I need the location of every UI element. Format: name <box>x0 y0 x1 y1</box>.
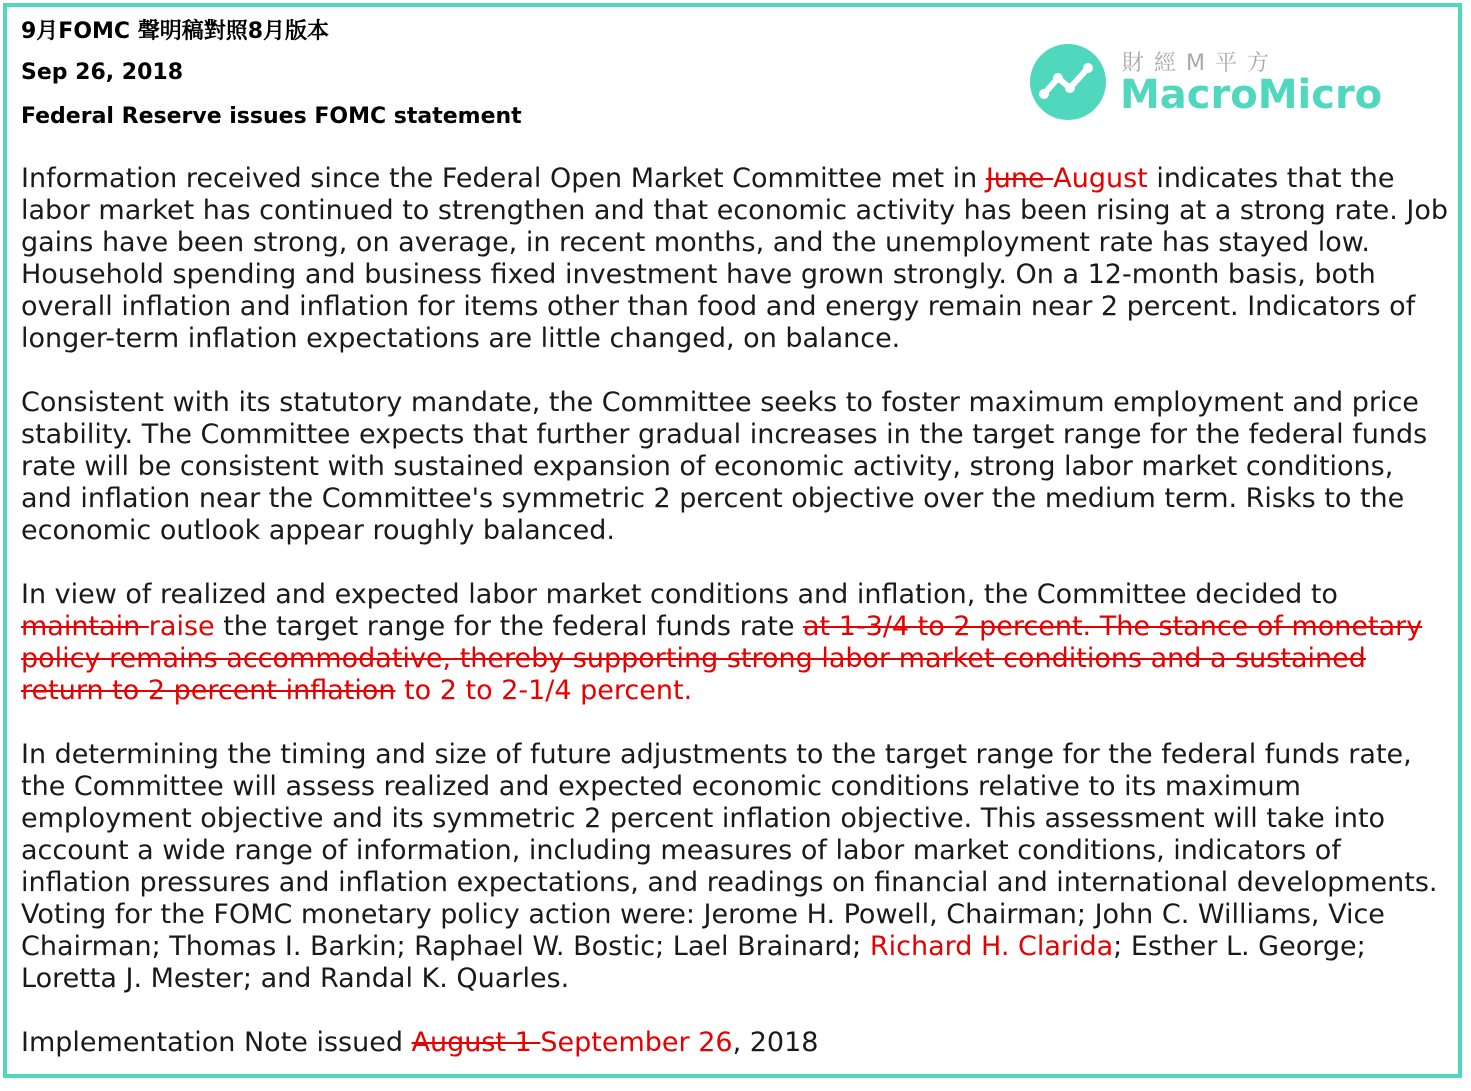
text: indicates that the labor market has continued to strengthen and that economic activity has been rising at a strong rate. Job gains have been strong, on average, in recent months, and the unemployment rate has stayed low. Household spending and business fixed investment have grown strongly. On a 12-month basis, both overall inflation and inflation for items other than food and energy remain near 2 percent. Indicators of longer-term inflation expectations are little changed, on balance. <box>21 163 1449 354</box>
text: ; Esther L. George; Loretta J. Mester; and Randal K. Quarles. <box>21 931 1366 994</box>
paragraph-4 <box>21 739 1451 995</box>
statement-date: Sep 26, 2018 <box>21 60 184 85</box>
paragraph-3 <box>21 579 1451 707</box>
text: Implementation Note issued <box>21 1027 412 1058</box>
deleted-text: maintain <box>21 611 149 642</box>
page-title: 9月FOMC 聲明稿對照8月版本 <box>21 19 330 44</box>
inserted-text: August <box>1053 163 1148 194</box>
logo-english-name: MacroMicro <box>1120 72 1383 118</box>
inserted-text: September 26 <box>540 1027 733 1058</box>
paragraph-1 <box>21 163 1451 355</box>
paragraph-5 <box>21 1027 1451 1059</box>
logo-chinese-name: 財經M平方 <box>1122 51 1279 76</box>
text: , 2018 <box>732 1027 819 1058</box>
chart-trend-icon <box>1030 44 1106 120</box>
text: In view of realized and expected labor market conditions and inflation, the Committee decided to <box>21 579 1338 610</box>
inserted-text: raise <box>148 611 215 642</box>
statement-body <box>21 163 1451 1091</box>
deleted-text: at 1-3/4 to 2 percent. The stance of monetary policy remains accommodative, thereby supporting strong labor market conditions and a sustained return to 2 percent inflation <box>21 611 1423 706</box>
text <box>395 675 404 706</box>
inserted-text: to 2 to 2-1/4 percent. <box>404 675 693 706</box>
inserted-text: Richard H. Clarida <box>869 931 1114 962</box>
text: Information received since the Federal Open Market Committee met in <box>21 163 986 194</box>
deleted-text: August 1 <box>411 1027 541 1058</box>
text: In determining the timing and size of future adjustments to the target range for the federal funds rate, the Committee will assess realized and expected economic conditions relative to its maximum employment objective and its symmetric 2 percent inflation objective. This assessment will take into account a wide range of information, including measures of labor market conditions, indicators of inflation pressures and inflation expectations, and readings on financial and international developments. Voting for the FOMC monetary policy action were: Jerome H. Powell, Chairman; John C. Williams, Vice Chairman; Thomas I. Barkin; Raphael W. Bostic; Lael Brainard; <box>21 739 1438 962</box>
deleted-text: June <box>985 163 1054 194</box>
text: the target range for the federal funds rate <box>214 611 804 642</box>
macromicro-logo <box>1030 44 1400 122</box>
statement-heading: Federal Reserve issues FOMC statement <box>21 104 522 129</box>
paragraph-2: Consistent with its statutory mandate, the Committee seeks to foster maximum employment and price stability. The Committee expects that further gradual increases in the target range for the federal funds rate will be consistent with sustained expansion of economic activity, strong labor market conditions, and inflation near the Committee's symmetric 2 percent objective over the medium term. Risks to the economic outlook appear roughly balanced. <box>21 387 1428 546</box>
